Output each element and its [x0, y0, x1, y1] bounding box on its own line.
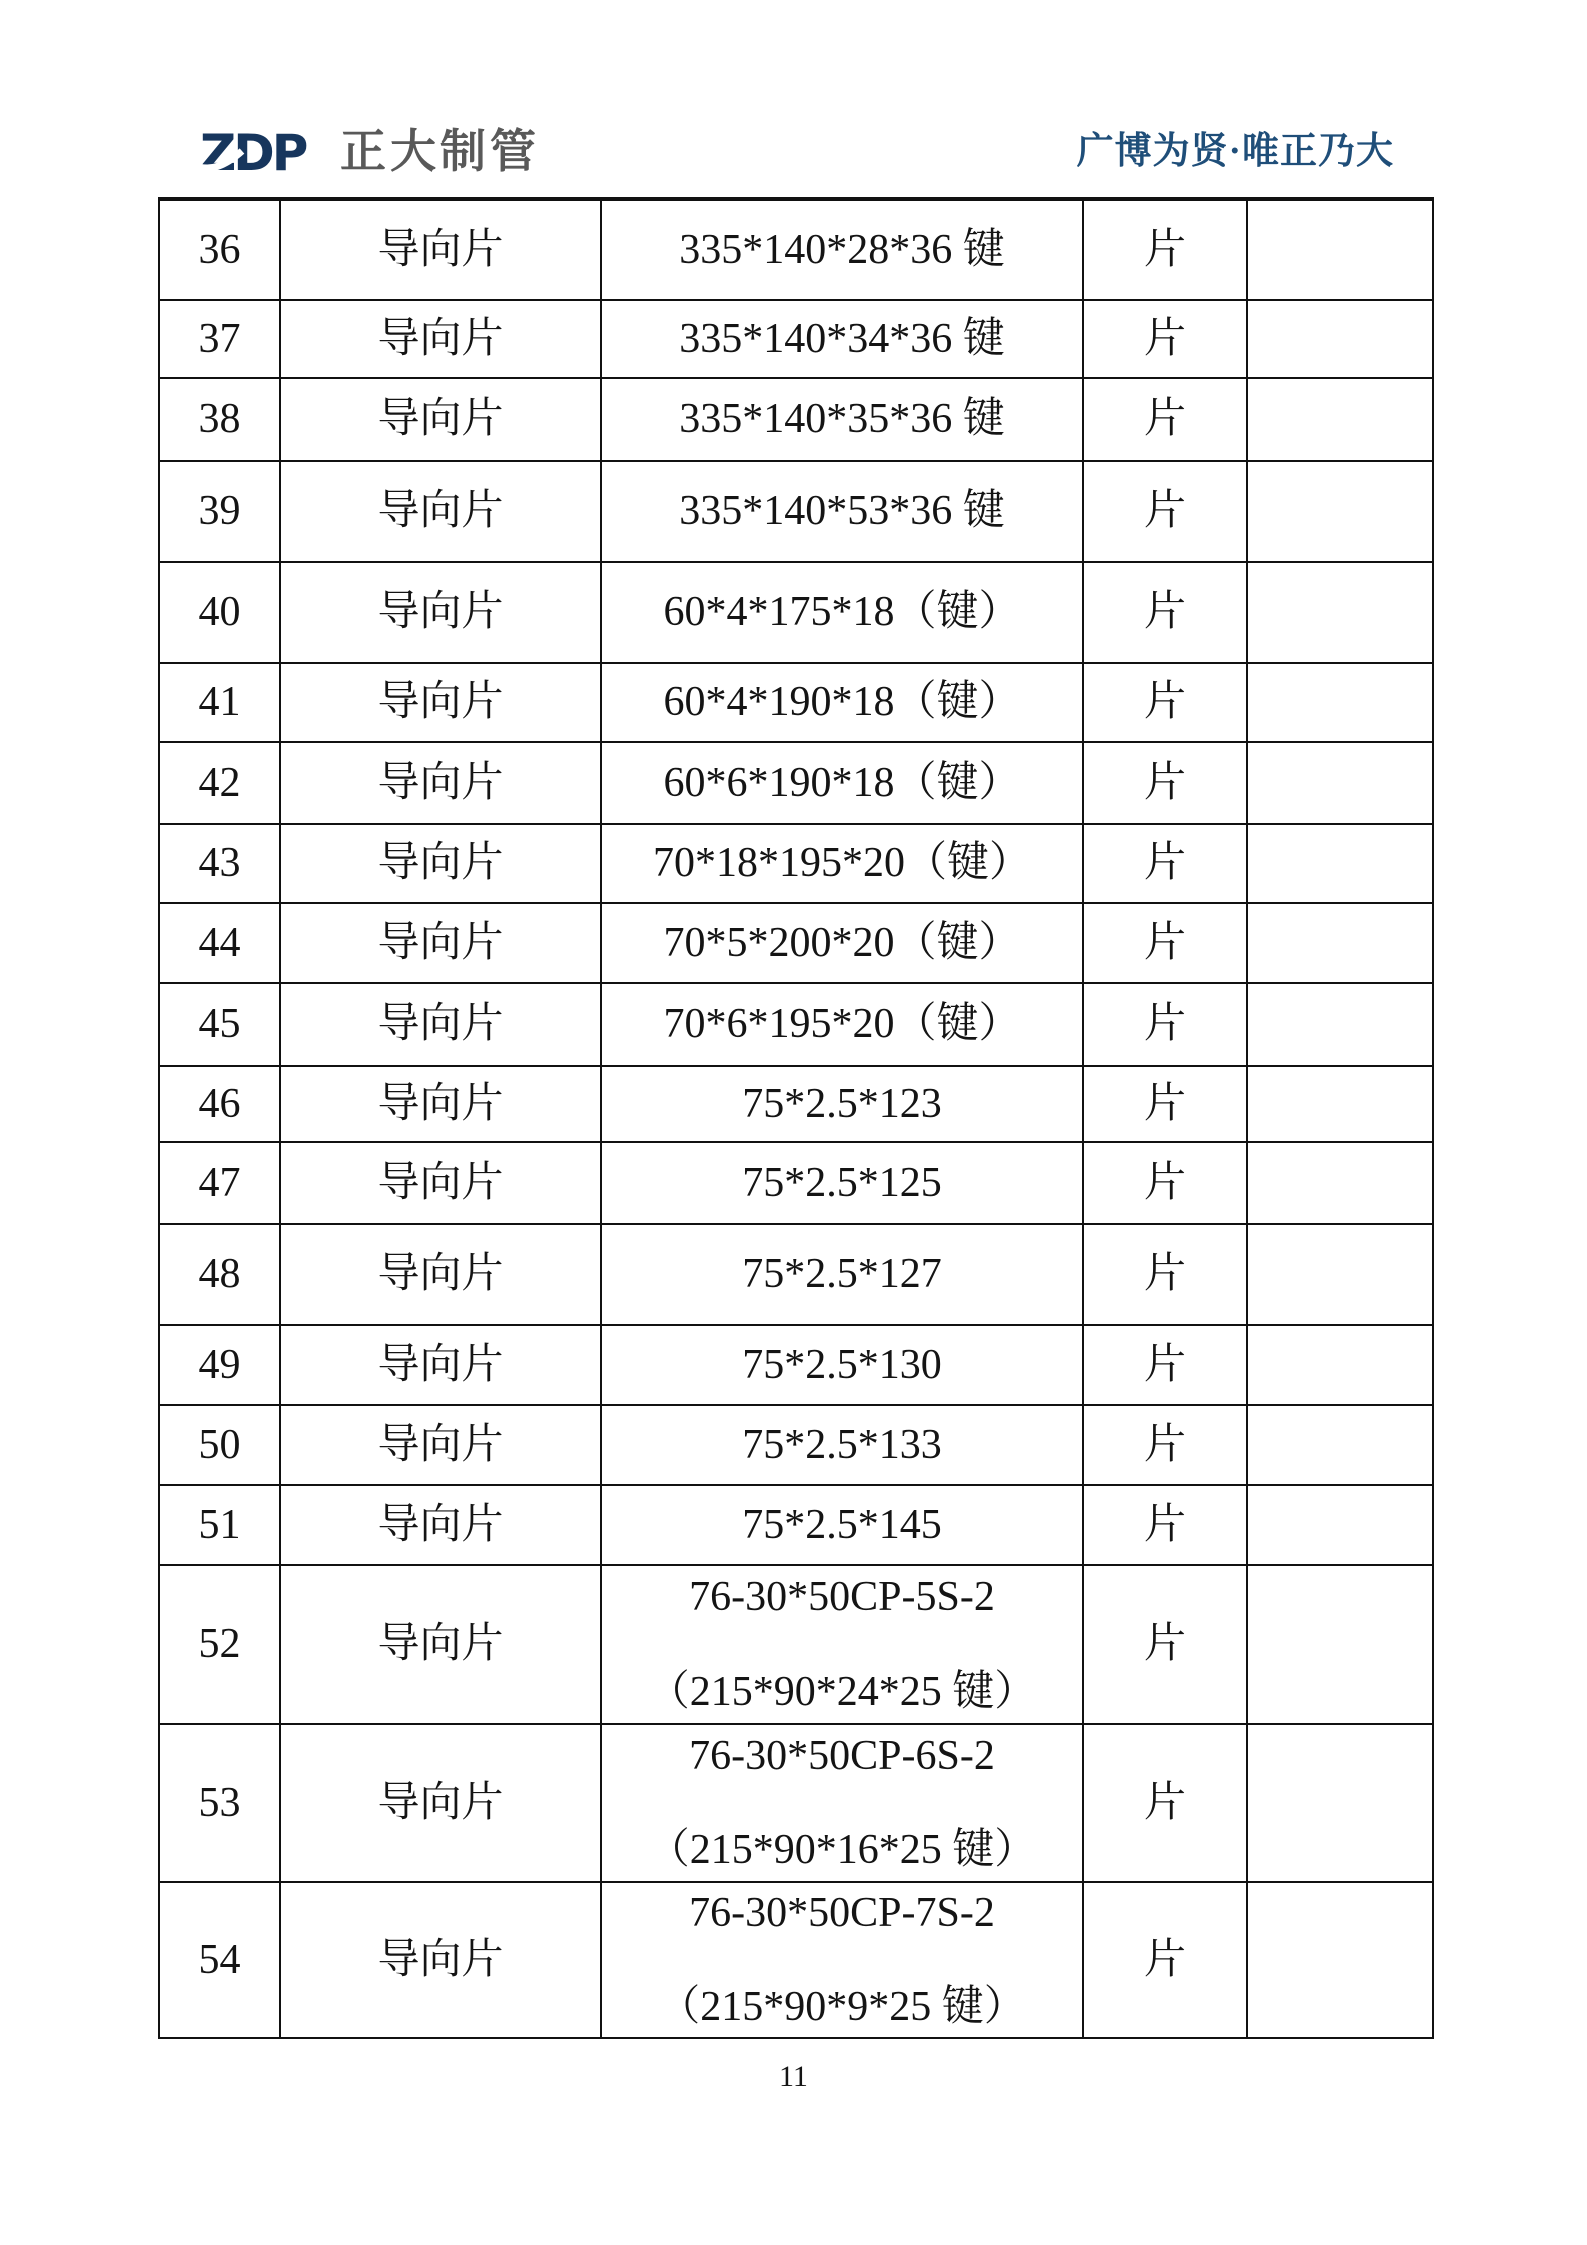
cell-index: 54 [159, 1882, 280, 2038]
cell-note-empty [1247, 199, 1433, 300]
cell-unit: 片 [1083, 461, 1247, 562]
spec-line-1: 60*4*190*18（键） [663, 679, 1021, 726]
spec-line-1: 75*2.5*123 [742, 1080, 942, 1127]
spec-line-1: 75*2.5*125 [742, 1159, 942, 1206]
cell-spec [601, 742, 1083, 824]
spec-line-1: 75*2.5*127 [742, 1251, 942, 1298]
cell-part-name: 导向片 [280, 1485, 601, 1565]
cell-part-name: 导向片 [280, 461, 601, 562]
cell-unit: 片 [1083, 562, 1247, 663]
spec-line-1: 76-30*50CP-5S-2 [689, 1574, 995, 1621]
cell-unit: 片 [1083, 663, 1247, 742]
cell-part-name: 导向片 [280, 824, 601, 903]
cell-spec [601, 983, 1083, 1066]
cell-spec [601, 1224, 1083, 1325]
cell-part-name: 导向片 [280, 983, 601, 1066]
cell-note-empty [1247, 461, 1433, 562]
cell-index: 49 [159, 1325, 280, 1405]
cell-index: 37 [159, 300, 280, 378]
cell-note-empty [1247, 824, 1433, 903]
cell-index: 46 [159, 1066, 280, 1142]
cell-part-name: 导向片 [280, 742, 601, 824]
cell-index: 51 [159, 1485, 280, 1565]
cell-note-empty [1247, 663, 1433, 742]
spec-line-1: 335*140*34*36 键 [679, 315, 1005, 362]
svg-text:ZDP: ZDP [200, 124, 306, 182]
cell-spec [601, 1405, 1083, 1485]
table-row [159, 378, 1433, 461]
cell-part-name: 导向片 [280, 199, 601, 300]
cell-unit: 片 [1083, 1405, 1247, 1485]
table-row [159, 1405, 1433, 1485]
parts-table [158, 197, 1434, 2039]
table-row [159, 903, 1433, 983]
cell-index: 47 [159, 1142, 280, 1224]
cell-spec [601, 663, 1083, 742]
cell-index: 41 [159, 663, 280, 742]
cell-part-name: 导向片 [280, 378, 601, 461]
spec-line-1: 76-30*50CP-6S-2 [689, 1732, 995, 1779]
cell-part-name: 导向片 [280, 903, 601, 983]
cell-part-name: 导向片 [280, 1325, 601, 1405]
cell-note-empty [1247, 1224, 1433, 1325]
cell-spec [601, 1066, 1083, 1142]
cell-note-empty [1247, 562, 1433, 663]
spec-line-1: 70*18*195*20（键） [652, 840, 1031, 887]
cell-note-empty [1247, 300, 1433, 378]
cell-unit: 片 [1083, 199, 1247, 300]
spec-line-1: 60*4*175*18（键） [663, 589, 1021, 636]
cell-spec [601, 824, 1083, 903]
cell-unit: 片 [1083, 1724, 1247, 1882]
table-row [159, 1485, 1433, 1565]
cell-spec [601, 461, 1083, 562]
cell-note-empty [1247, 1405, 1433, 1485]
cell-part-name: 导向片 [280, 663, 601, 742]
spec-line-2: （215*90*24*25 键） [647, 1668, 1037, 1715]
cell-part-name: 导向片 [280, 1565, 601, 1724]
spec-line-1: 335*140*35*36 键 [679, 396, 1005, 443]
page-header [158, 108, 1432, 194]
cell-index: 52 [159, 1565, 280, 1724]
cell-index: 39 [159, 461, 280, 562]
cell-index: 36 [159, 199, 280, 300]
cell-spec [601, 1882, 1083, 2038]
cell-unit: 片 [1083, 1325, 1247, 1405]
cell-unit: 片 [1083, 1224, 1247, 1325]
cell-spec [601, 562, 1083, 663]
cell-part-name: 导向片 [280, 1066, 601, 1142]
spec-line-2: （215*90*16*25 键） [647, 1827, 1037, 1873]
cell-index: 44 [159, 903, 280, 983]
cell-spec [601, 1565, 1083, 1724]
cell-note-empty [1247, 1325, 1433, 1405]
cell-unit: 片 [1083, 1142, 1247, 1224]
cell-part-name: 导向片 [280, 1724, 601, 1882]
cell-spec [601, 300, 1083, 378]
table-row [159, 1565, 1433, 1724]
company-name: 正大制管 [340, 124, 540, 178]
table-row [159, 461, 1433, 562]
cell-unit: 片 [1083, 300, 1247, 378]
spec-line-1: 75*2.5*133 [742, 1421, 942, 1468]
table-row [159, 742, 1433, 824]
cell-spec [601, 1485, 1083, 1565]
table-row [159, 1882, 1433, 2038]
zdp-logo-icon [200, 119, 326, 183]
cell-note-empty [1247, 1882, 1433, 2038]
page-number: 11 [779, 2060, 808, 2093]
cell-spec [601, 1724, 1083, 1882]
cell-unit: 片 [1083, 742, 1247, 824]
spec-line-1: 335*140*28*36 键 [679, 226, 1005, 273]
cell-spec [601, 378, 1083, 461]
cell-index: 38 [159, 378, 280, 461]
cell-index: 42 [159, 742, 280, 824]
table-row [159, 1066, 1433, 1142]
cell-part-name: 导向片 [280, 300, 601, 378]
cell-spec [601, 1325, 1083, 1405]
cell-unit: 片 [1083, 983, 1247, 1066]
cell-part-name: 导向片 [280, 1405, 601, 1485]
spec-line-1: 335*140*53*36 键 [679, 488, 1005, 535]
cell-unit: 片 [1083, 1485, 1247, 1565]
company-slogan: 广博为贤·唯正乃大 [1076, 130, 1394, 172]
cell-unit: 片 [1083, 378, 1247, 461]
cell-note-empty [1247, 742, 1433, 824]
cell-note-empty [1247, 1485, 1433, 1565]
table-row [159, 1724, 1433, 1882]
spec-line-1: 75*2.5*130 [742, 1341, 942, 1388]
cell-note-empty [1247, 1066, 1433, 1142]
cell-part-name: 导向片 [280, 1224, 601, 1325]
spec-line-1: 70*6*195*20（键） [663, 1001, 1021, 1048]
table-row [159, 1325, 1433, 1405]
cell-unit: 片 [1083, 1882, 1247, 2038]
cell-note-empty [1247, 378, 1433, 461]
cell-index: 50 [159, 1405, 280, 1485]
table-row [159, 663, 1433, 742]
spec-line-1: 70*5*200*20（键） [663, 919, 1021, 966]
cell-note-empty [1247, 1142, 1433, 1224]
table-row [159, 199, 1433, 300]
cell-index: 40 [159, 562, 280, 663]
cell-unit: 片 [1083, 903, 1247, 983]
cell-spec [601, 1142, 1083, 1224]
spec-line-1: 60*6*190*18（键） [663, 759, 1021, 806]
cell-unit: 片 [1083, 1066, 1247, 1142]
cell-note-empty [1247, 903, 1433, 983]
table-row [159, 1224, 1433, 1325]
cell-spec [601, 199, 1083, 300]
cell-part-name: 导向片 [280, 562, 601, 663]
spec-line-1: 76-30*50CP-7S-2 [689, 1889, 995, 1936]
cell-note-empty [1247, 1565, 1433, 1724]
company-logo [200, 119, 540, 183]
cell-part-name: 导向片 [280, 1882, 601, 2038]
cell-part-name: 导向片 [280, 1142, 601, 1224]
cell-index: 48 [159, 1224, 280, 1325]
table-row [159, 983, 1433, 1066]
table-row [159, 824, 1433, 903]
cell-note-empty [1247, 983, 1433, 1066]
cell-unit: 片 [1083, 1565, 1247, 1724]
table-row [159, 300, 1433, 378]
cell-index: 43 [159, 824, 280, 903]
table-row [159, 1142, 1433, 1224]
cell-unit: 片 [1083, 824, 1247, 903]
table-row [159, 562, 1433, 663]
spec-line-2: （215*90*9*25 键） [658, 1984, 1026, 2030]
spec-line-1: 75*2.5*145 [742, 1501, 942, 1548]
cell-spec [601, 903, 1083, 983]
cell-note-empty [1247, 1724, 1433, 1882]
cell-index: 53 [159, 1724, 280, 1882]
cell-index: 45 [159, 983, 280, 1066]
